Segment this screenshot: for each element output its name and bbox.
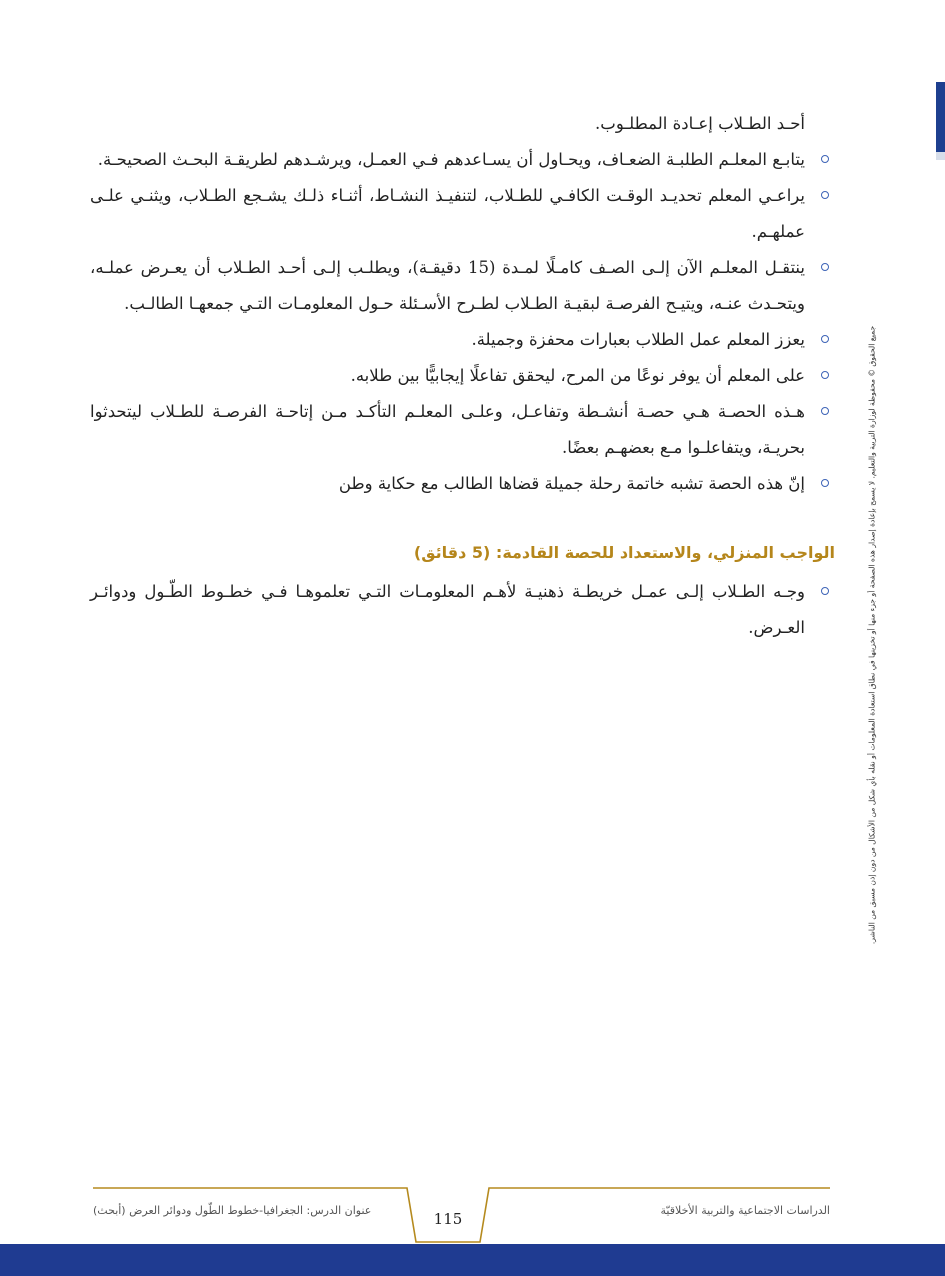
footer-subject: الدراسات الاجتماعية والتربية الأخلاقيّة [660, 1204, 830, 1217]
page-edge-tab-shadow [936, 152, 945, 160]
bullet-item [90, 394, 835, 466]
homework-heading: الواجب المنزلي، والاستعداد للحصة القادمة: (5 دقائق) [413, 543, 835, 562]
bullet-item [90, 178, 835, 250]
bullet-item [90, 466, 835, 502]
bullet-circle-icon [821, 407, 829, 415]
bullet-item [90, 250, 835, 322]
bottom-color-band [0, 1244, 945, 1276]
bullet-item [90, 358, 835, 394]
bullet-item [90, 142, 835, 178]
bullet-circle-icon [821, 371, 829, 379]
bullet-text: هـذه الحصـة هـي حصـة أنشـطة وتفاعـل، وعلـى المعلـم التأكـد مـن إتاحـة الفرصـة للطـلاب ليتحدثوا بحريـة، ويتفاعلـوا مـع بعضهـم بعضًا. [90, 402, 805, 457]
bullet-text: يراعـي المعلم تحديـد الوقـت الكافـي للطـلاب، لتنفيـذ النشـاط، أثنـاء ذلـك يشـجع الطـلاب، ويثنـي علـى عملهـم. [90, 186, 805, 241]
bullet-text: على المعلم أن يوفر نوعًا من المرح، ليحقق تفاعلًا إيجابيًّا بين طلابه. [350, 366, 805, 385]
bullet-circle-icon [821, 191, 829, 199]
bullet-circle-icon [821, 587, 829, 595]
bullet-text: يتابـع المعلـم الطلبـة الضعـاف، ويحـاول أن يسـاعدهم فـي العمـل، ويرشـدهم لطريقـة البحـث الصحيحـة. [97, 150, 805, 169]
bullet-text: إنّ هذه الحصة تشبه خاتمة رحلة جميلة قضاها الطالب مع حكاية وطن [338, 474, 805, 493]
bullet-circle-icon [821, 479, 829, 487]
bullet-text: ينتقـل المعلـم الآن إلـى الصـف كامـلًا لمـدة (15 دقيقـة)، ويطلـب إلـى أحـد الطـلاب أن يعـرض عملـه، ويتحـدث عنـه، ويتيـح الفرصـة لبقيـة الطـلاب لطـرح الأسـئلة حـول المعلومـات التـي جمعهـا الطالـب. [90, 258, 805, 313]
bullet-text: وجـه الطـلاب إلـى عمـل خريطـة ذهنيـة لأهـم المعلومـات التـي تعلموهـا فـي خطـوط الطّـول ودوائـر العـرض. [90, 582, 805, 637]
bullet-circle-icon [821, 263, 829, 271]
activity-bullet-list [90, 142, 835, 502]
bullet-circle-icon [821, 335, 829, 343]
homework-bullet-list [90, 574, 835, 646]
bullet-circle-icon [821, 155, 829, 163]
page-number: 115 [433, 1210, 463, 1228]
bullet-item [90, 574, 835, 646]
bullet-item [90, 322, 835, 358]
page-edge-tab [936, 82, 945, 152]
copyright-text: جميع الحقوق © محفوظة لوزارة التربية والتعليم. لا يسمح بإعادة إصدار هذه الصفحة أو جزء منها أو تخزينها في نطاق استعادة المعلومات أو نقله بأي شكل من الأشكال من دون إذن مسبق من الناشر. [867, 325, 877, 945]
page-content [90, 106, 835, 646]
intro-line: أحـد الطـلاب إعـادة المطلـوب. [595, 114, 805, 133]
footer-lesson-title: عنوان الدرس: الجغرافيا-خطوط الطّول ودوائر العرض (أبحث) [93, 1204, 372, 1217]
bullet-text: يعزز المعلم عمل الطلاب بعبارات محفزة وجميلة. [471, 330, 805, 349]
